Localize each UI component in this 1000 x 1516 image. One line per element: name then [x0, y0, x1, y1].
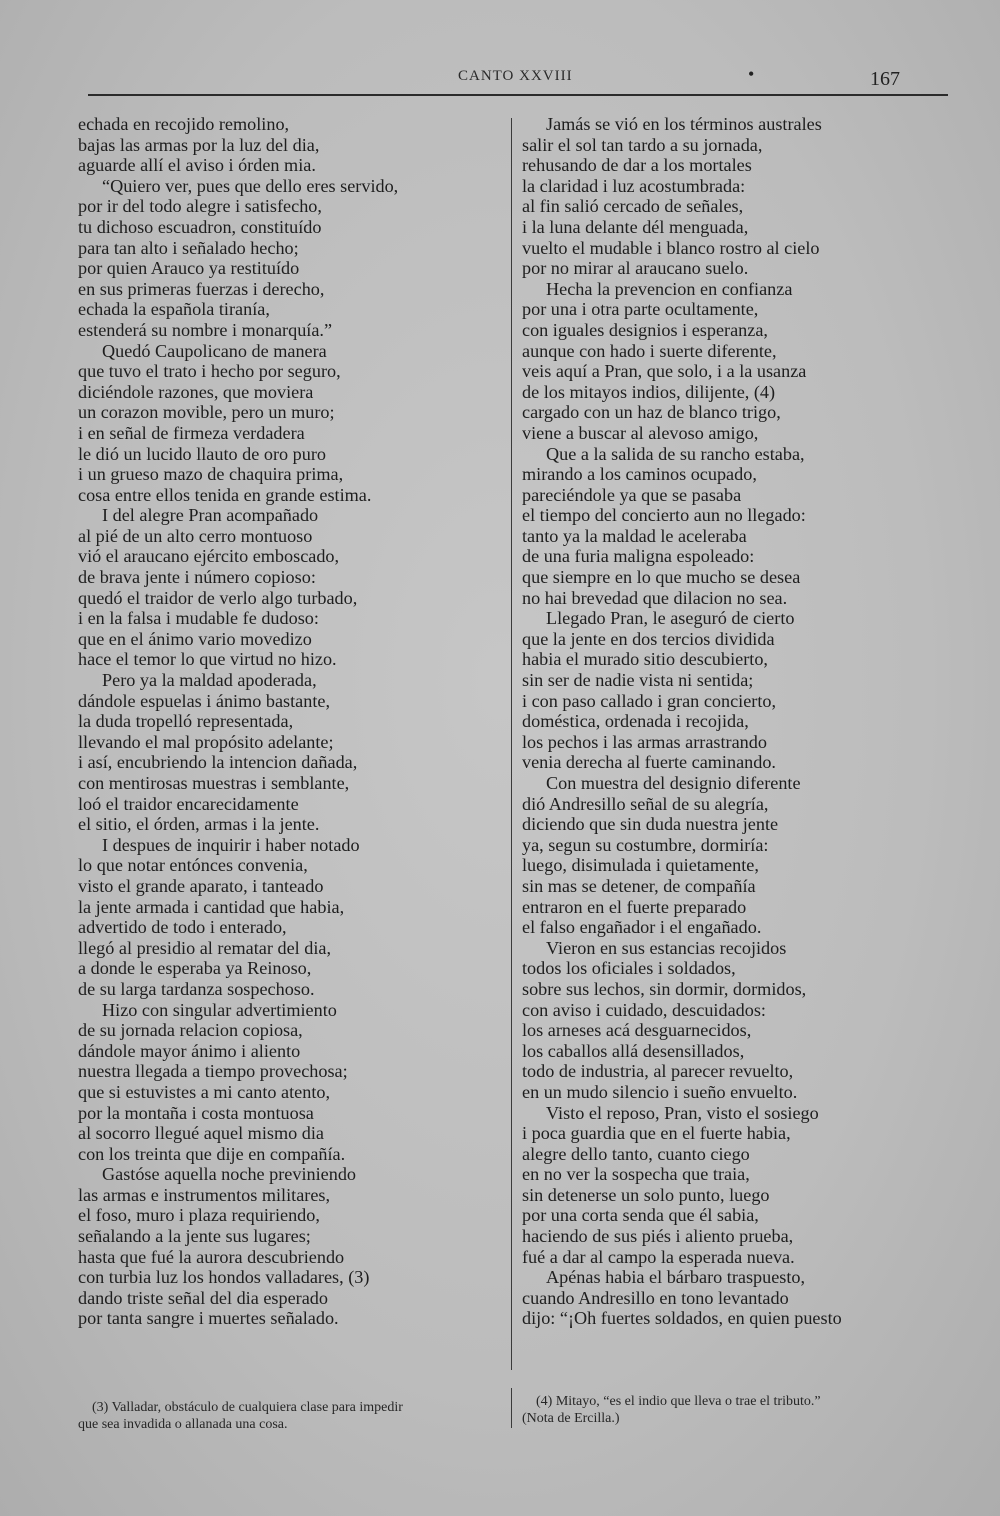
verse-line: visto el grande aparato, i tanteado: [78, 875, 324, 896]
header-rule: [88, 94, 948, 96]
footnote-line: (3) Valladar, obstáculo de cualquiera clase para impedir: [92, 1400, 403, 1415]
verse-line: i con paso callado i gran concierto,: [522, 690, 777, 711]
verse-line: todos los oficiales i soldados,: [522, 958, 736, 979]
verse-line: Hecha la prevencion en confianza: [546, 278, 793, 299]
verse-line: Apénas habia el bárbaro traspuesto,: [546, 1267, 806, 1288]
verse-line: el falso engañador i el engañado.: [522, 917, 762, 938]
verse-line: dió Andresillo señal de su alegría,: [522, 793, 769, 814]
verse-line: vió el araucano ejército emboscado,: [78, 546, 340, 567]
verse-line: llevando el mal propósito adelante;: [78, 731, 334, 752]
verse-line: que en el ánimo vario movedizo: [78, 628, 312, 649]
verse-line: ya, segun su costumbre, dormiría:: [522, 834, 769, 855]
verse-line: hace el temor lo que virtud no hizo.: [78, 649, 337, 670]
verse-line: Hizo con singular advertimiento: [102, 999, 337, 1020]
verse-line: bajas las armas por la luz del dia,: [78, 134, 320, 155]
verse-line: el sitio, el órden, armas i la jente.: [78, 814, 320, 835]
verse-line: de una furia maligna espoleado:: [522, 546, 755, 567]
verse-line: sobre sus lechos, sin dormir, dormidos,: [522, 978, 807, 999]
verse-line: lo que notar entónces convenia,: [78, 855, 308, 876]
verse-line: quedó el traidor de verlo algo turbado,: [78, 587, 358, 608]
verse-line: tanto ya la maldad le aceleraba: [522, 525, 747, 546]
right-column: [522, 114, 942, 1329]
verse-line: veis aquí a Pran, que solo, i a la usanza: [522, 361, 807, 382]
verse-line: por la montaña i costa montuosa: [78, 1102, 314, 1123]
verse-line: salir el sol tan tardo a su jornada,: [522, 134, 763, 155]
verse-line: por ir del todo alegre i satisfecho,: [78, 196, 322, 217]
verse-line: el foso, muro i plaza requiriendo,: [78, 1205, 320, 1226]
verse-line: un corazon movible, pero un muro;: [78, 402, 335, 423]
verse-line: aunque con hado i suerte diferente,: [522, 340, 777, 361]
verse-line: por tanta sangre i muertes señalado.: [78, 1308, 339, 1329]
verse-line: en sus primeras fuerzas i derecho,: [78, 278, 325, 299]
verse-line: venia derecha al fuerte caminando.: [522, 752, 776, 773]
verse-line: diciendo que sin duda nuestra jente: [522, 814, 779, 835]
verse-line: haciendo de sus piés i aliento prueba,: [522, 1226, 794, 1247]
verse-line: todo de industria, al parecer revuelto,: [522, 1061, 794, 1082]
verse-line: sin detenerse un solo punto, luego: [522, 1184, 770, 1205]
verse-line: en no ver la sospecha que traia,: [522, 1164, 750, 1185]
verse-line: Quedó Caupolicano de manera: [102, 340, 327, 361]
verse-line: cuando Andresillo en tono levantado: [522, 1287, 789, 1308]
verse-line: la duda tropelló representada,: [78, 711, 294, 732]
verse-line: i así, encubriendo la intencion dañada,: [78, 752, 358, 773]
verse-line: las armas e instrumentos militares,: [78, 1184, 331, 1205]
verse-line: al socorro llegué aquel mismo dia: [78, 1123, 324, 1144]
page-header: [80, 62, 950, 92]
verse-line: Gastóse aquella noche previniendo: [102, 1164, 357, 1185]
verse-line: i la luna delante dél menguada,: [522, 216, 749, 237]
verse-line: los caballos allá desensillados,: [522, 1040, 745, 1061]
verse-line: con mentirosas muestras i semblante,: [78, 773, 350, 793]
verse-line: echada la española tiranía,: [78, 299, 270, 320]
verse-line: llegó al presidio al rematar del dia,: [78, 937, 332, 958]
verse-line: a donde le esperaba ya Reinoso,: [78, 958, 312, 979]
verse-line: habia el murado sitio descubierto,: [522, 649, 768, 670]
running-title: CANTO XXVIII: [458, 68, 573, 84]
verse-line: señalando a la jente sus lugares;: [78, 1226, 311, 1247]
verse-line: sin mas se detener, de compañía: [522, 875, 756, 896]
verse-line: alegre dello tanto, cuanto ciego: [522, 1143, 750, 1164]
verse-line: por una i otra parte ocultamente,: [522, 299, 759, 320]
verse-line: aguarde allí el aviso i órden mia.: [78, 155, 316, 176]
verse-line: con los treinta que dije en compañía.: [78, 1143, 346, 1164]
verse-line: “Quiero ver, pues que dello eres servido,: [102, 175, 399, 196]
verse-line: que si estuvistes a mi canto atento,: [78, 1081, 331, 1102]
verse-line: con aviso i cuidado, descuidados:: [522, 999, 766, 1020]
verse-line: que la jente en dos tercios dividida: [522, 628, 775, 649]
verse-line: Visto el reposo, Pran, visto el sosiego: [546, 1102, 819, 1123]
verse-line: I despues de inquirir i haber notado: [102, 834, 360, 855]
verse-line: le dió un lucido llauto de oro puro: [78, 443, 327, 464]
verse-line: que siempre en lo que mucho se desea: [522, 567, 801, 588]
verse-line: pareciéndole ya que se pasaba: [522, 484, 742, 505]
verse-line: fué a dar al campo la esperada nueva.: [522, 1246, 795, 1267]
verse-line: al fin salió cercado de señales,: [522, 196, 744, 217]
verse-line: que tuvo el trato i hecho por seguro,: [78, 361, 341, 382]
verse-line: entraron en el fuerte preparado: [522, 896, 747, 917]
verse-line: dándole mayor ánimo i aliento: [78, 1040, 301, 1061]
footnote-left: [78, 1399, 503, 1433]
verse-line: para tan alto i señalado hecho;: [78, 237, 299, 258]
header-ornament: •: [748, 64, 755, 84]
verse-line: los pechos i las armas arrastrando: [522, 731, 767, 752]
verse-line: mirando a los caminos ocupado,: [522, 464, 757, 485]
verse-line: dándole espuelas i ánimo bastante,: [78, 690, 331, 711]
verse-line: I del alegre Pran acompañado: [102, 505, 319, 526]
footnote-line: que sea invadida o allanada una cosa.: [78, 1417, 288, 1432]
verse-line: Llegado Pran, le aseguró de cierto: [546, 608, 795, 629]
footnote-right: [522, 1393, 952, 1427]
verse-line: i poca guardia que en el fuerte habia,: [522, 1123, 791, 1144]
verse-line: Vieron en sus estancias recojidos: [546, 937, 787, 958]
verse-line: sin ser de nadie vista ni sentida;: [522, 670, 754, 691]
page-number: 167: [870, 68, 900, 90]
verse-line: viene a buscar al alevoso amigo,: [522, 422, 759, 443]
verse-line: de brava jente i número copioso:: [78, 567, 316, 588]
footnote-divider: [511, 1388, 512, 1428]
verse-line: diciéndole razones, que moviera: [78, 381, 314, 402]
verse-line: con iguales designios i esperanza,: [522, 319, 768, 340]
verse-line: advertido de todo i enterado,: [78, 917, 287, 938]
verse-line: por no mirar al araucano suelo.: [522, 258, 749, 279]
left-column: [78, 114, 506, 1329]
verse-line: luego, disimulada i quietamente,: [522, 855, 759, 876]
verse-line: Pero ya la maldad apoderada,: [102, 670, 317, 691]
verse-line: Que a la salida de su rancho estaba,: [546, 443, 805, 464]
verse-line: no hai brevedad que dilacion no sea.: [522, 587, 788, 608]
verse-line: i un grueso mazo de chaquira prima,: [78, 464, 344, 485]
verse-line: dando triste señal del dia esperado: [78, 1287, 328, 1308]
verse-line: por una corta senda que él sabia,: [522, 1205, 759, 1226]
verse-line: cosa entre ellos tenida en grande estima.: [78, 484, 372, 505]
verse-line: i en señal de firmeza verdadera: [78, 422, 305, 443]
verse-line: i en la falsa i mudable fe dudoso:: [78, 608, 319, 629]
verse-line: la claridad i luz acostumbrada:: [522, 175, 746, 196]
verse-line: rehusando de dar a los mortales: [522, 155, 752, 176]
verse-line: los arneses acá desguarnecidos,: [522, 1020, 752, 1041]
verse-line: Jamás se vió en los términos australes: [546, 114, 822, 134]
verse-line: de su jornada relacion copiosa,: [78, 1020, 303, 1041]
footnote-line: (4) Mitayo, “es el indio que lleva o trae el tributo.”: [536, 1394, 821, 1409]
verse-line: doméstica, ordenada i recojida,: [522, 711, 749, 732]
verse-line: de su larga tardanza sospechoso.: [78, 978, 315, 999]
verse-line: en un mudo silencio i sueño envuelto.: [522, 1081, 798, 1102]
verse-line: la jente armada i cantidad que habia,: [78, 896, 345, 917]
verse-line: nuestra llegada a tiempo provechosa;: [78, 1061, 348, 1082]
verse-line: por quien Arauco ya restituído: [78, 258, 300, 279]
verse-line: el tiempo del concierto aun no llegado:: [522, 505, 806, 526]
verse-line: de los mitayos indios, dilijente, (4): [522, 381, 776, 402]
verse-line: echada en recojido remolino,: [78, 114, 290, 134]
verse-line: cargado con un haz de blanco trigo,: [522, 402, 781, 423]
column-divider: [511, 118, 512, 1370]
verse-line: hasta que fué la aurora descubriendo: [78, 1246, 345, 1267]
verse-line: vuelto el mudable i blanco rostro al cielo: [522, 237, 820, 258]
verse-line: dijo: “¡Oh fuertes soldados, en quien puesto: [522, 1308, 842, 1329]
footnote-line: (Nota de Ercilla.): [522, 1411, 620, 1426]
verse-line: al pié de un alto cerro montuoso: [78, 525, 313, 546]
verse-line: tu dichoso escuadron, constituído: [78, 216, 322, 237]
verse-line: loó el traidor encarecidamente: [78, 793, 299, 814]
verse-line: estenderá su nombre i monarquía.”: [78, 319, 333, 340]
verse-line: con turbia luz los hondos valladares, (3): [78, 1267, 370, 1288]
verse-line: Con muestra del designio diferente: [546, 773, 801, 793]
